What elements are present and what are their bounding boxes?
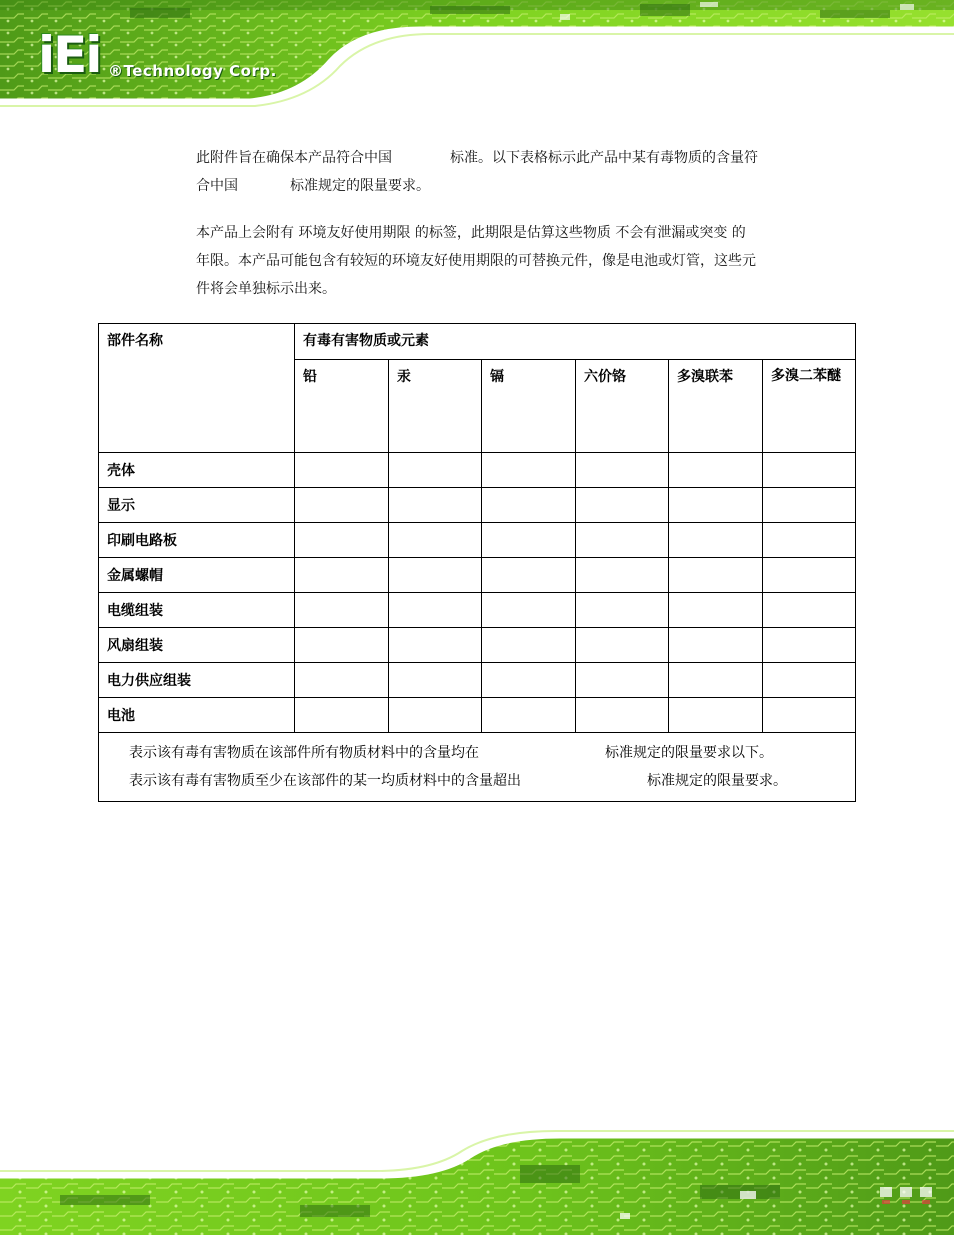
table-cell: [389, 593, 482, 628]
header-banner: [0, 0, 954, 112]
note-line-2: [129, 767, 843, 795]
table-cell: [576, 453, 669, 488]
note-text-1b: 标准规定的限量要求以下。: [605, 745, 773, 761]
note-text-2a: 表示该有毒有害物质至少在该部件的某一均质材料中的含量超出: [129, 773, 521, 789]
part-name: 金属螺帽: [99, 558, 295, 593]
table-cell: [389, 698, 482, 733]
table-cell: [482, 488, 576, 523]
table-cell: [763, 593, 856, 628]
table-cell: [669, 488, 763, 523]
table-cell: [295, 523, 389, 558]
intro-text-1a: 此附件旨在确保本产品符合中国: [196, 150, 392, 166]
table-cell: [295, 488, 389, 523]
note-line-1: [129, 739, 843, 767]
table-cell: [669, 698, 763, 733]
note-text-1a: 表示该有毒有害物质在该部件所有物质材料中的含量均在: [129, 745, 479, 761]
table-cell: [576, 523, 669, 558]
table-cell: [482, 628, 576, 663]
table-cell: [576, 628, 669, 663]
intro-text-2a: 合中国: [196, 178, 238, 194]
table-cell: [669, 523, 763, 558]
table-cell: [482, 593, 576, 628]
table-row: [99, 558, 856, 593]
table-cell: [669, 558, 763, 593]
logo-mark: iEi: [38, 26, 101, 84]
substance-chromium: 六价铬: [576, 360, 669, 453]
table-cell: [389, 488, 482, 523]
part-name: 风扇组装: [99, 628, 295, 663]
table-cell: [482, 523, 576, 558]
hazardous-substance-table: [98, 323, 856, 802]
table-cell: [389, 523, 482, 558]
table-row: [99, 628, 856, 663]
intro-line-1: [196, 144, 820, 172]
part-name: 电池: [99, 698, 295, 733]
intro-paragraph: [196, 144, 820, 200]
table-cell: [669, 663, 763, 698]
table-cell: [295, 558, 389, 593]
table-cell: [576, 698, 669, 733]
substance-pbde: 多溴二苯醚: [763, 360, 856, 453]
table-cell: [389, 453, 482, 488]
table-notes-row: [99, 733, 856, 802]
table-cell: [482, 453, 576, 488]
substance-group-header: 有毒有害物质或元素: [295, 324, 856, 360]
table-cell: [389, 558, 482, 593]
table-cell: [389, 628, 482, 663]
company-name: ®Technology Corp.: [108, 62, 277, 80]
table-row: [99, 663, 856, 698]
table-cell: [763, 453, 856, 488]
table-cell: [763, 698, 856, 733]
part-name: 壳体: [99, 453, 295, 488]
table-row: [99, 593, 856, 628]
pcb-footer-art: [0, 1125, 954, 1235]
label-line-2: 年限。本产品可能包含有较短的环境友好使用期限的可替换元件，像是电池或灯管，这些元: [196, 253, 756, 269]
label-paragraph: [196, 219, 820, 303]
label-line-1: 本产品上会附有 环境友好使用期限 的标签，此期限是估算这些物质 不会有泄漏或突变 的: [196, 225, 746, 241]
table-cell: [576, 593, 669, 628]
table-cell: [482, 698, 576, 733]
part-name-header: 部件名称: [99, 324, 295, 453]
table-cell: [576, 663, 669, 698]
table-row: [99, 698, 856, 733]
table-cell: [576, 488, 669, 523]
table-cell: [295, 593, 389, 628]
table-cell: [482, 558, 576, 593]
table-cell: [763, 628, 856, 663]
table-cell: [669, 628, 763, 663]
substance-mercury: 汞: [389, 360, 482, 453]
intro-text-2b: 标准规定的限量要求。: [290, 178, 430, 194]
table-cell: [295, 698, 389, 733]
table-cell: [295, 453, 389, 488]
note-text-2b: 标准规定的限量要求。: [647, 773, 787, 789]
table-cell: [576, 558, 669, 593]
table-header-row: [99, 324, 856, 360]
intro-line-2: [196, 172, 820, 200]
table-notes: [99, 733, 856, 802]
table-row: [99, 453, 856, 488]
table-cell: [482, 663, 576, 698]
table-cell: [669, 453, 763, 488]
table-cell: [295, 628, 389, 663]
label-line-3: 件将会单独标示出来。: [196, 281, 336, 297]
table-cell: [763, 488, 856, 523]
pcb-header-art: [0, 0, 954, 112]
substance-cadmium: 镉: [482, 360, 576, 453]
table-cell: [763, 663, 856, 698]
substance-pbb: 多溴联苯: [669, 360, 763, 453]
part-name: 印刷电路板: [99, 523, 295, 558]
part-name: 电缆组装: [99, 593, 295, 628]
intro-text-1b: 标准。以下表格标示此产品中某有毒物质的含量符: [450, 150, 758, 166]
table-cell: [763, 558, 856, 593]
part-name: 电力供应组装: [99, 663, 295, 698]
table-row: [99, 523, 856, 558]
substance-lead: 铅: [295, 360, 389, 453]
table-cell: [389, 663, 482, 698]
footer-banner: [0, 1125, 954, 1235]
part-name: 显示: [99, 488, 295, 523]
table-cell: [295, 663, 389, 698]
table-row: [99, 488, 856, 523]
table-cell: [669, 593, 763, 628]
table-cell: [763, 523, 856, 558]
